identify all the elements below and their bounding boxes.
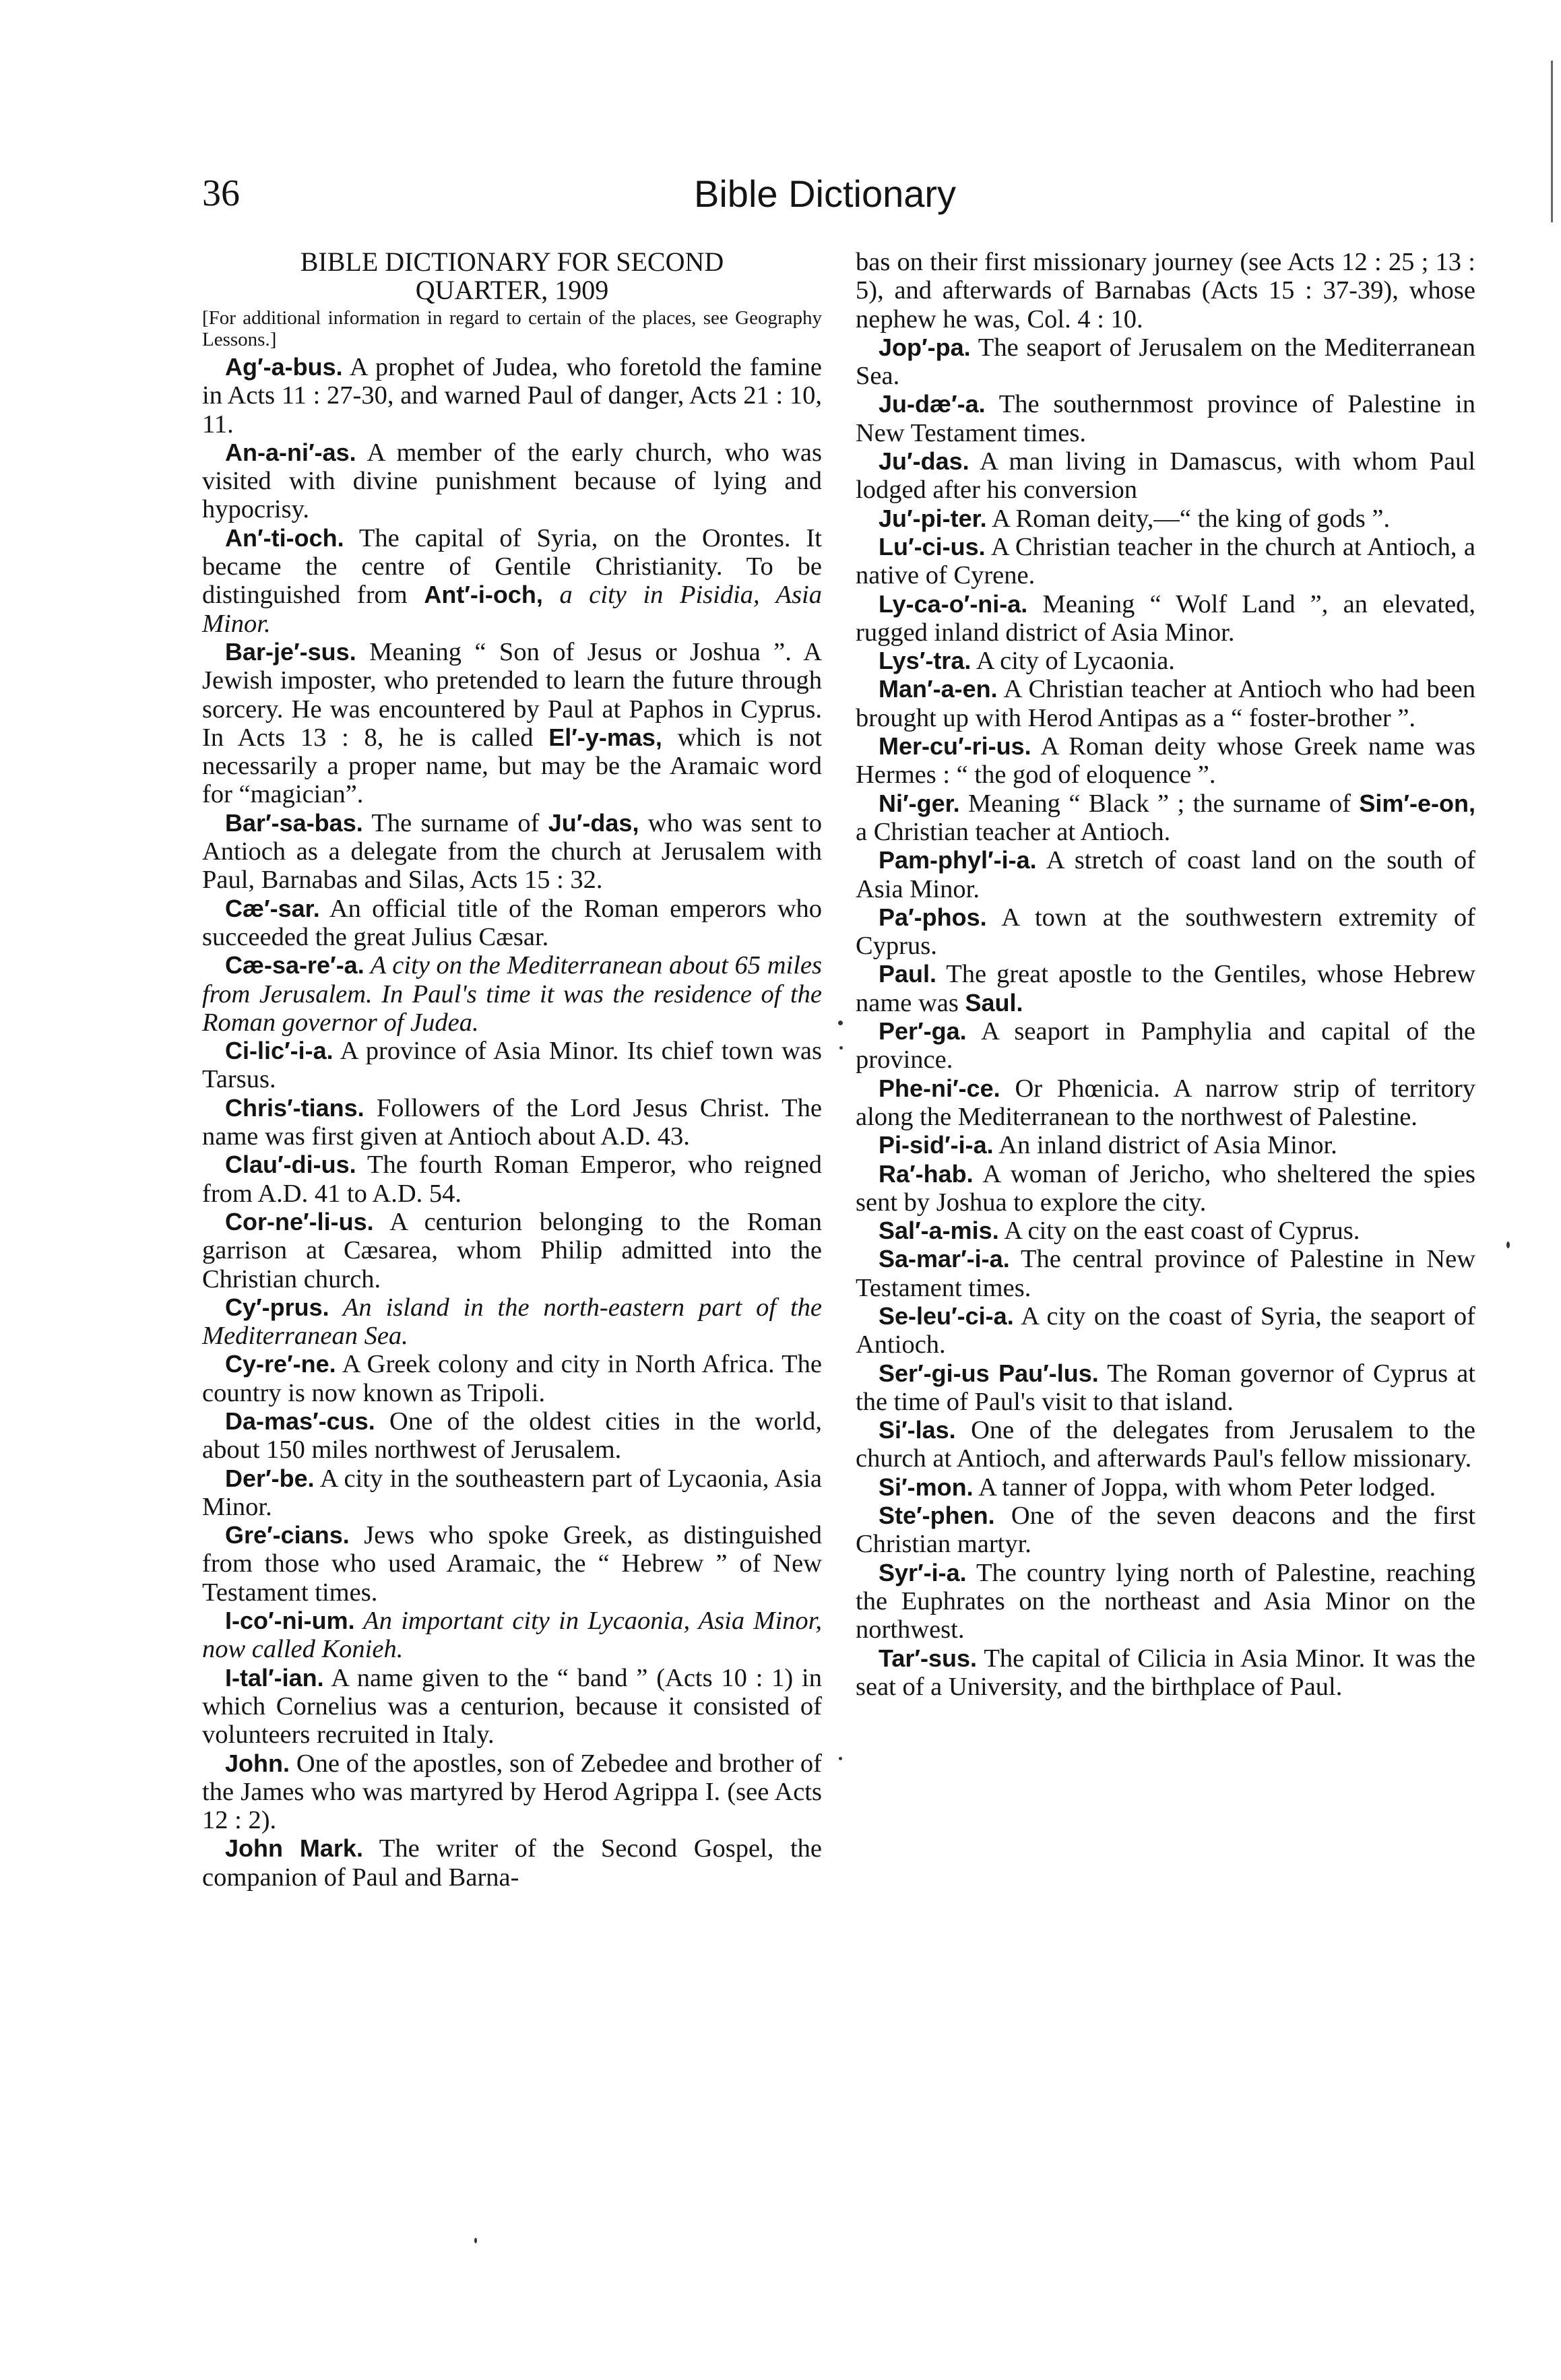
entry-headword: Phe-ni′-ce.: [879, 1074, 1000, 1102]
entry-definition: The Roman governor of Cyprus at the time of Paul's visit to that island.: [856, 1359, 1475, 1416]
dictionary-entry: [202, 1208, 822, 1293]
dictionary-entry: [856, 590, 1475, 647]
stray-mark: [1506, 1242, 1510, 1248]
dictionary-entry: [856, 675, 1475, 732]
entry-definition: A Roman deity whose Greek name was Hermes : “ the god of eloquence ”.: [856, 732, 1475, 790]
entry-definition: A name given to the “ band ” (Acts 10 : 1) in which Cornelius was a centurion, because it consisted of volunteers recruited in Italy.: [202, 1663, 822, 1749]
entry-headword: An-a-ni′-as.: [225, 438, 356, 466]
stray-mark: [838, 1021, 843, 1025]
entry-definition: Jews who spoke Greek, as distinguished from those who used Aramaic, the “ Hebrew ” of New Testament times.: [202, 1521, 822, 1607]
entry-definition: The capital of Cilicia in Asia Minor. It was the seat of a University, and the birthplace of Paul.: [856, 1644, 1475, 1701]
entry-definition: The surname of: [362, 808, 548, 837]
entry-headword: Si′-las.: [879, 1416, 956, 1444]
entry-headword: Chris′-tians.: [225, 1093, 364, 1122]
entry-headword: Per′-ga.: [879, 1017, 967, 1046]
left-column: [202, 248, 822, 1892]
section-title-line1: BIBLE DICTIONARY FOR SECOND: [300, 247, 724, 277]
entry-headword: Cæ-sa-re′-a.: [225, 951, 364, 979]
running-head: Bible Dictionary: [694, 172, 957, 215]
dictionary-entry: [856, 1160, 1475, 1217]
entry-headword: Ci-lic′-i-a.: [225, 1037, 333, 1065]
dictionary-entry: [856, 333, 1475, 391]
entry-headword: Da-mas′-cus.: [225, 1407, 375, 1435]
entry-headword: Si′-mon.: [879, 1473, 974, 1501]
entry-headword: Sal′-a-mis.: [879, 1217, 999, 1245]
entry-headword: Der′-be.: [225, 1464, 315, 1492]
dictionary-entry: [202, 1834, 822, 1892]
entry-definition: One of the seven deacons and the first Christian martyr.: [856, 1502, 1475, 1559]
entry-definition: A province of Asia Minor. Its chief town was Tarsus.: [202, 1037, 822, 1094]
dictionary-entry: [202, 1521, 822, 1607]
entry-headword: Ste′-phen.: [879, 1502, 995, 1530]
entry-headword: Pi-sid′-i-a.: [879, 1131, 994, 1159]
entry-headword: Ju-dæ′-a.: [879, 390, 986, 418]
dictionary-entry: [856, 505, 1475, 533]
entry-definition: The southernmost province of Palestine in New Testament times.: [856, 390, 1475, 447]
entry-headword: Bar-je′-sus.: [225, 637, 356, 666]
entry-continuation: bas on their first missionary journey (see Acts 12 : 25 ; 13 : 5), and afterwards of Barnabas (Acts 15 : 37-39), whose nephew he was, Col. 4 : 10.: [856, 248, 1475, 333]
entry-definition: A Roman deity,—“ the king of gods ”.: [986, 504, 1391, 533]
dictionary-entry: [856, 960, 1475, 1017]
entry-definition: Followers of the Lord Jesus Christ. The name was first given at Antioch about A.D. 43.: [202, 1093, 822, 1151]
entry-headword: Mer-cu′-ri-us.: [879, 732, 1031, 761]
entry-definition: A city in the southeastern part of Lycaonia, Asia Minor.: [202, 1464, 822, 1521]
left-entries: [202, 353, 822, 1892]
entry-headword: Man′-a-en.: [879, 675, 998, 703]
entry-definition: A town at the southwestern extremity of Cyprus.: [856, 903, 1475, 961]
page-header: [202, 172, 1496, 226]
dictionary-entry: [856, 1017, 1475, 1074]
dictionary-entry: [856, 1502, 1475, 1559]
dictionary-entry: [856, 790, 1475, 847]
entry-headword: Pa′-phos.: [879, 903, 987, 931]
dictionary-entry: [856, 903, 1475, 961]
dictionary-entry: [856, 390, 1475, 447]
dictionary-entry: [856, 533, 1475, 590]
right-entries: [856, 333, 1475, 1701]
entry-definition: A Christian teacher at Antioch who had been brought up with Herod Antipas as a “ foster-brother ”.: [856, 675, 1475, 732]
entry-cross-reference: Ju′-das,: [548, 808, 639, 837]
entry-headword: Jop′-pa.: [879, 333, 971, 361]
entry-headword: Cy′-prus.: [225, 1293, 329, 1321]
entry-definition: Or Phœnicia. A narrow strip of territory along the Mediterranean to the northwest of Palestine.: [856, 1074, 1475, 1131]
entry-headword: Gre′-cians.: [225, 1521, 350, 1549]
dictionary-entry: [856, 846, 1475, 903]
entry-headword: John Mark.: [225, 1834, 363, 1863]
entry-headword: Ag′-a-bus.: [225, 353, 343, 381]
dictionary-entry: [202, 439, 822, 524]
entry-headword: Se-leu′-ci-a.: [879, 1301, 1014, 1330]
dictionary-entry: [856, 1559, 1475, 1644]
entry-definition: A woman of Jericho, who sheltered the spies sent by Joshua to explore the city.: [856, 1159, 1475, 1217]
dictionary-entry: [202, 524, 822, 638]
dictionary-entry: [202, 1293, 822, 1351]
entry-definition: The country lying north of Palestine, reaching the Euphrates on the northeast and Asia Minor on the northwest.: [856, 1558, 1475, 1644]
dictionary-entry: [856, 1245, 1475, 1302]
section-title-line2: QUARTER, 1909: [415, 275, 609, 305]
stray-mark: [839, 1046, 843, 1050]
entry-definition: A Christian teacher in the church at Antioch, a native of Cyrene.: [856, 532, 1475, 590]
entry-cross-reference: Saul.: [965, 988, 1023, 1017]
dictionary-entry: [202, 638, 822, 809]
entry-definition: An island in the north-eastern part of the Mediterranean Sea.: [202, 1293, 822, 1351]
entry-definition: The seaport of Jerusalem on the Mediterranean Sea.: [856, 333, 1475, 391]
entry-definition-tail: which is not necessarily a proper name, but may be the Aramaic word for “magician”.: [202, 723, 823, 809]
entry-cross-reference: El′-y-mas,: [548, 723, 662, 751]
entry-headword: Paul.: [879, 960, 937, 988]
section-title: [202, 248, 822, 304]
dictionary-entry: [202, 809, 822, 895]
entry-headword: Bar′-sa-bas.: [225, 808, 363, 837]
entry-headword: Tar′-sus.: [879, 1644, 978, 1672]
dictionary-entry: [202, 1664, 822, 1749]
dictionary-entry: [202, 1151, 822, 1208]
entry-headword: Ly-ca-o′-ni-a.: [879, 589, 1028, 618]
dictionary-entry: [856, 1359, 1475, 1417]
dictionary-entry: [856, 647, 1475, 675]
entry-headword: Pam-phyl′-i-a.: [879, 846, 1037, 874]
entry-headword: I-co′-ni-um.: [225, 1607, 355, 1635]
entry-definition: One of the delegates from Jerusalem to the church at Antioch, and afterwards Paul's fellow missionary.: [856, 1416, 1475, 1473]
dictionary-entry: [856, 1074, 1475, 1132]
entry-definition: A prophet of Judea, who foretold the famine in Acts 11 : 27-30, and warned Paul of danger, Acts 21 : 10, 11.: [202, 353, 822, 439]
entry-definition: A stretch of coast land on the south of Asia Minor.: [856, 846, 1475, 903]
dictionary-entry: [202, 1749, 822, 1835]
entry-headword: An′-ti-och.: [225, 523, 344, 552]
entry-definition-tail: a Christian teacher at Antioch.: [856, 817, 1171, 846]
entry-headword: Cæ′-sar.: [225, 894, 320, 922]
stray-mark: [474, 2238, 477, 2243]
entry-definition: Meaning “ Son of Jesus or Joshua ”. A Jewish imposter, who pretended to learn the future through sorcery. He was encountered by Paul at Paphos in Cyprus. In Acts 13 : 8, he is called: [202, 637, 822, 752]
page-number: 36: [202, 172, 240, 214]
dictionary-entry: [856, 1644, 1475, 1702]
entry-definition: A seaport in Pamphylia and capital of the province.: [856, 1017, 1475, 1074]
entry-headword: Ju′-das.: [879, 447, 969, 476]
entry-headword: Cy-re′-ne.: [225, 1350, 336, 1378]
entry-headword: Syr′-i-a.: [879, 1558, 967, 1586]
entry-definition-tail: who was sent to Antioch as a delegate from the church at Jerusalem with Paul, Barnabas and Silas, Acts 15 : 32.: [202, 808, 822, 895]
dictionary-entry: [856, 1131, 1475, 1159]
dictionary-entry: [202, 353, 822, 439]
entry-definition: The fourth Roman Emperor, who reigned from A.D. 41 to A.D. 54.: [202, 1151, 822, 1208]
dictionary-entry: [856, 732, 1475, 790]
entry-definition: A city on the coast of Syria, the seaport of Antioch.: [856, 1301, 1475, 1359]
entry-definition-tail: a city in Pisidia, Asia Minor.: [202, 581, 822, 638]
entry-definition: One of the oldest cities in the world, about 150 miles northwest of Jerusalem.: [202, 1407, 822, 1465]
dictionary-entry: [202, 1350, 822, 1407]
entry-headword: Lu′-ci-us.: [879, 532, 986, 560]
dictionary-entry: [202, 1407, 822, 1465]
right-column: [856, 248, 1475, 1701]
entry-definition: The central province of Palestine in New Testament times.: [856, 1245, 1475, 1302]
entry-cross-reference: Sim′-e-on,: [1359, 789, 1475, 817]
entry-definition: Meaning “ Wolf Land ”, an elevated, rugged inland district of Asia Minor.: [856, 589, 1475, 647]
entry-definition: The great apostle to the Gentiles, whose Hebrew name was: [856, 960, 1475, 1017]
entry-definition: A Greek colony and city in North Africa. The country is now known as Tripoli.: [202, 1350, 822, 1407]
dictionary-entry: [202, 951, 822, 1037]
entry-definition: A member of the early church, who was visited with divine punishment because of lying and hypocrisy.: [202, 438, 822, 524]
dictionary-entry: [202, 1037, 822, 1094]
entry-definition: An inland district of Asia Minor.: [993, 1131, 1337, 1160]
dictionary-entry: [202, 1094, 822, 1151]
entry-definition: A man living in Damascus, with whom Paul lodged after his conversion: [856, 447, 1475, 505]
entry-headword: Lys′-tra.: [879, 647, 971, 675]
entry-definition: An official title of the Roman emperors who succeeded the great Julius Cæsar.: [202, 894, 822, 951]
dictionary-entry: [856, 1302, 1475, 1359]
entry-definition: The writer of the Second Gospel, the companion of Paul and Barna-: [202, 1834, 822, 1892]
entry-headword: Cor-ne′-li-us.: [225, 1207, 374, 1235]
dictionary-entry: [202, 895, 822, 952]
entry-definition: A centurion belonging to the Roman garrison at Cæsarea, whom Philip admitted into the Christian church.: [202, 1207, 822, 1293]
entry-headword: Clau′-di-us.: [225, 1151, 356, 1179]
stray-mark: [839, 1757, 842, 1760]
entry-headword: Ra′-hab.: [879, 1159, 974, 1188]
entry-definition: A city of Lycaonia.: [971, 647, 1175, 676]
entry-definition: Meaning “ Black ” ; the surname of: [959, 789, 1360, 818]
entry-headword: John.: [225, 1749, 290, 1777]
scan-edge-mark: [1551, 61, 1553, 222]
dictionary-entry: [202, 1465, 822, 1522]
entry-definition: An important city in Lycaonia, Asia Minor, now called Konieh.: [202, 1607, 822, 1664]
entry-headword: Ser′-gi-us Pau′-lus.: [879, 1359, 1099, 1387]
entry-definition: A tanner of Joppa, with whom Peter lodged.: [973, 1473, 1436, 1502]
dictionary-entry: [202, 1607, 822, 1664]
entry-headword: Ni′-ger.: [879, 789, 960, 817]
entry-definition: A city on the east coast of Cyprus.: [998, 1217, 1360, 1246]
entry-definition: A city on the Mediterranean about 65 miles from Jerusalem. In Paul's time it was the residence of the Roman governor of Judea.: [202, 951, 822, 1037]
entry-definition: One of the apostles, son of Zebedee and brother of the James who was martyred by Herod Agrippa I. (see Acts 12 : 2).: [202, 1749, 822, 1835]
entry-cross-reference: Ant′-i-och,: [424, 581, 543, 609]
entry-headword: Sa-mar′-i-a.: [879, 1245, 1010, 1273]
entry-headword: Ju′-pi-ter.: [879, 504, 987, 532]
dictionary-entry: [856, 1473, 1475, 1502]
entry-headword: I-tal′-ian.: [225, 1663, 324, 1692]
section-note: [For additional information in regard to certain of the places, see Geography Lessons.]: [202, 307, 822, 350]
dictionary-entry: [856, 447, 1475, 505]
dictionary-entry: [856, 1416, 1475, 1473]
entry-definition: The capital of Syria, on the Orontes. It became the centre of Gentile Christianity. To be distinguished from: [202, 523, 822, 610]
dictionary-entry: [856, 1217, 1475, 1245]
